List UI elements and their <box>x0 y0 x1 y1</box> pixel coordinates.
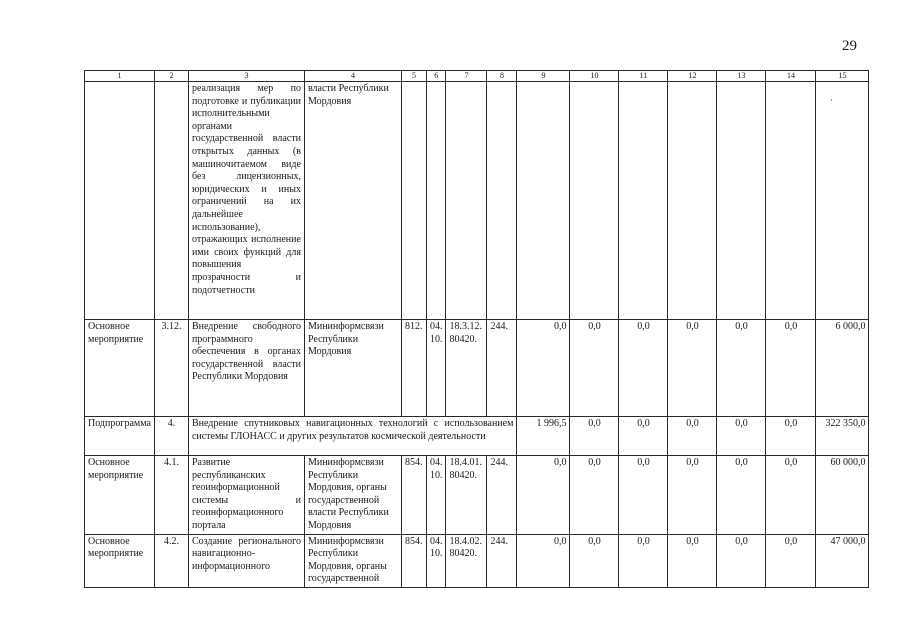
header-cell: 7 <box>446 71 487 82</box>
code-cell: 04. 10. <box>426 456 446 535</box>
table-row <box>85 320 869 417</box>
header-row <box>85 71 869 82</box>
page-number: 29 <box>842 38 857 54</box>
code-cell: 244. <box>487 534 517 587</box>
code-cell: 04. 10. <box>426 320 446 417</box>
amount-cell: 0,0 <box>717 534 766 587</box>
code-cell: 244. <box>487 320 517 417</box>
header-cell: 15 <box>816 71 869 82</box>
activity-name-cell: реализация мер по подготовке и публикации исполнительными органами государственной власти открытых данных (в машиночитаемом виде без лицензионных, юридических и иных ограничений на их дальнейшее использование), отражающих исполнение ими своих функций для повышения прозрачности и подотчетности <box>188 82 304 320</box>
header-cell: 9 <box>517 71 570 82</box>
amount-cell <box>517 82 570 320</box>
row-number-cell: 4.2. <box>154 534 188 587</box>
amount-cell <box>668 82 717 320</box>
amount-cell <box>717 82 766 320</box>
row-type-cell: Основное мероприятие <box>85 534 155 587</box>
amount-cell: 0,0 <box>619 534 668 587</box>
code-cell: 812. <box>401 320 426 417</box>
code-cell <box>487 82 517 320</box>
amount-cell: 0,0 <box>619 417 668 456</box>
amount-cell: 0,0 <box>517 320 570 417</box>
executor-cell: власти Республики Мордовия <box>304 82 401 320</box>
amount-cell: 0,0 <box>570 320 619 417</box>
code-cell <box>446 82 487 320</box>
code-cell: 04. 10. <box>426 534 446 587</box>
header-cell: 8 <box>487 71 517 82</box>
activity-name-cell: Создание регионального навигационно-информационного <box>188 534 304 587</box>
row-type-cell: Основное мероприятие <box>85 456 155 535</box>
code-cell: 18.3.12. 80420. <box>446 320 487 417</box>
amount-cell: 0,0 <box>766 417 816 456</box>
amount-cell <box>570 82 619 320</box>
amount-cell: 0,0 <box>668 320 717 417</box>
code-cell <box>401 82 426 320</box>
code-cell: 244. <box>487 456 517 535</box>
amount-cell: 0,0 <box>668 456 717 535</box>
table-row <box>85 82 869 320</box>
amount-cell: 0,0 <box>766 320 816 417</box>
header-cell: 4 <box>304 71 401 82</box>
executor-cell: Мининформсвязи Республики Мордовия <box>304 320 401 417</box>
amount-cell: 0,0 <box>619 320 668 417</box>
amount-cell: 0,0 <box>766 456 816 535</box>
header-cell: 6 <box>426 71 446 82</box>
amount-cell: 0,0 <box>717 417 766 456</box>
activity-name-cell: Развитие республиканских геоинформационной системы и геоинформационного портала <box>188 456 304 535</box>
amount-cell: 0,0 <box>619 456 668 535</box>
amount-cell <box>816 82 869 320</box>
header-cell: 14 <box>766 71 816 82</box>
row-type-cell <box>85 82 155 320</box>
activity-name-cell: Внедрение свободного программного обеспечения в органах государственной власти Республики Мордовия <box>188 320 304 417</box>
code-cell: 18.4.02. 80420. <box>446 534 487 587</box>
amount-cell: 0,0 <box>570 534 619 587</box>
code-cell: 18.4.01. 80420. <box>446 456 487 535</box>
amount-cell: 0,0 <box>766 534 816 587</box>
amount-cell <box>766 82 816 320</box>
amount-cell: 0,0 <box>570 417 619 456</box>
header-cell: 12 <box>668 71 717 82</box>
table-row <box>85 534 869 587</box>
amount-cell <box>619 82 668 320</box>
amount-cell: 0,0 <box>717 456 766 535</box>
row-number-cell: 3.12. <box>154 320 188 417</box>
amount-cell: 0,0 <box>517 456 570 535</box>
code-cell <box>426 82 446 320</box>
header-cell: 5 <box>401 71 426 82</box>
row-number-cell <box>154 82 188 320</box>
amount-cell: 0,0 <box>570 456 619 535</box>
header-cell: 3 <box>188 71 304 82</box>
budget-table <box>84 70 869 588</box>
amount-cell: 1 996,5 <box>517 417 570 456</box>
header-cell: 13 <box>717 71 766 82</box>
scan-mark: · <box>830 95 833 105</box>
amount-cell: 0,0 <box>668 417 717 456</box>
amount-cell: 0,0 <box>668 534 717 587</box>
row-type-cell: Основное мероприятие <box>85 320 155 417</box>
header-cell: 11 <box>619 71 668 82</box>
row-type-cell: Подпрограмма <box>85 417 155 456</box>
amount-cell: 6 000,0 <box>816 320 869 417</box>
table-row <box>85 417 869 456</box>
subprogram-name-cell: Внедрение спутниковых навигационных технологий с использованием системы ГЛОНАСС и других результатов космической деятельности <box>188 417 517 456</box>
code-cell: 854. <box>401 534 426 587</box>
row-number-cell: 4.1. <box>154 456 188 535</box>
header-cell: 1 <box>85 71 155 82</box>
amount-cell: 0,0 <box>717 320 766 417</box>
table-row <box>85 456 869 535</box>
amount-cell: 322 350,0 <box>816 417 869 456</box>
header-cell: 10 <box>570 71 619 82</box>
amount-cell: 47 000,0 <box>816 534 869 587</box>
row-number-cell: 4. <box>154 417 188 456</box>
header-cell: 2 <box>154 71 188 82</box>
amount-cell: 0,0 <box>517 534 570 587</box>
executor-cell: Мининформсвязи Республики Мордовия, органы государственной власти Республики Мордовия <box>304 456 401 535</box>
amount-cell: 60 000,0 <box>816 456 869 535</box>
executor-cell: Мининформсвязи Республики Мордовия, органы государственной <box>304 534 401 587</box>
code-cell: 854. <box>401 456 426 535</box>
